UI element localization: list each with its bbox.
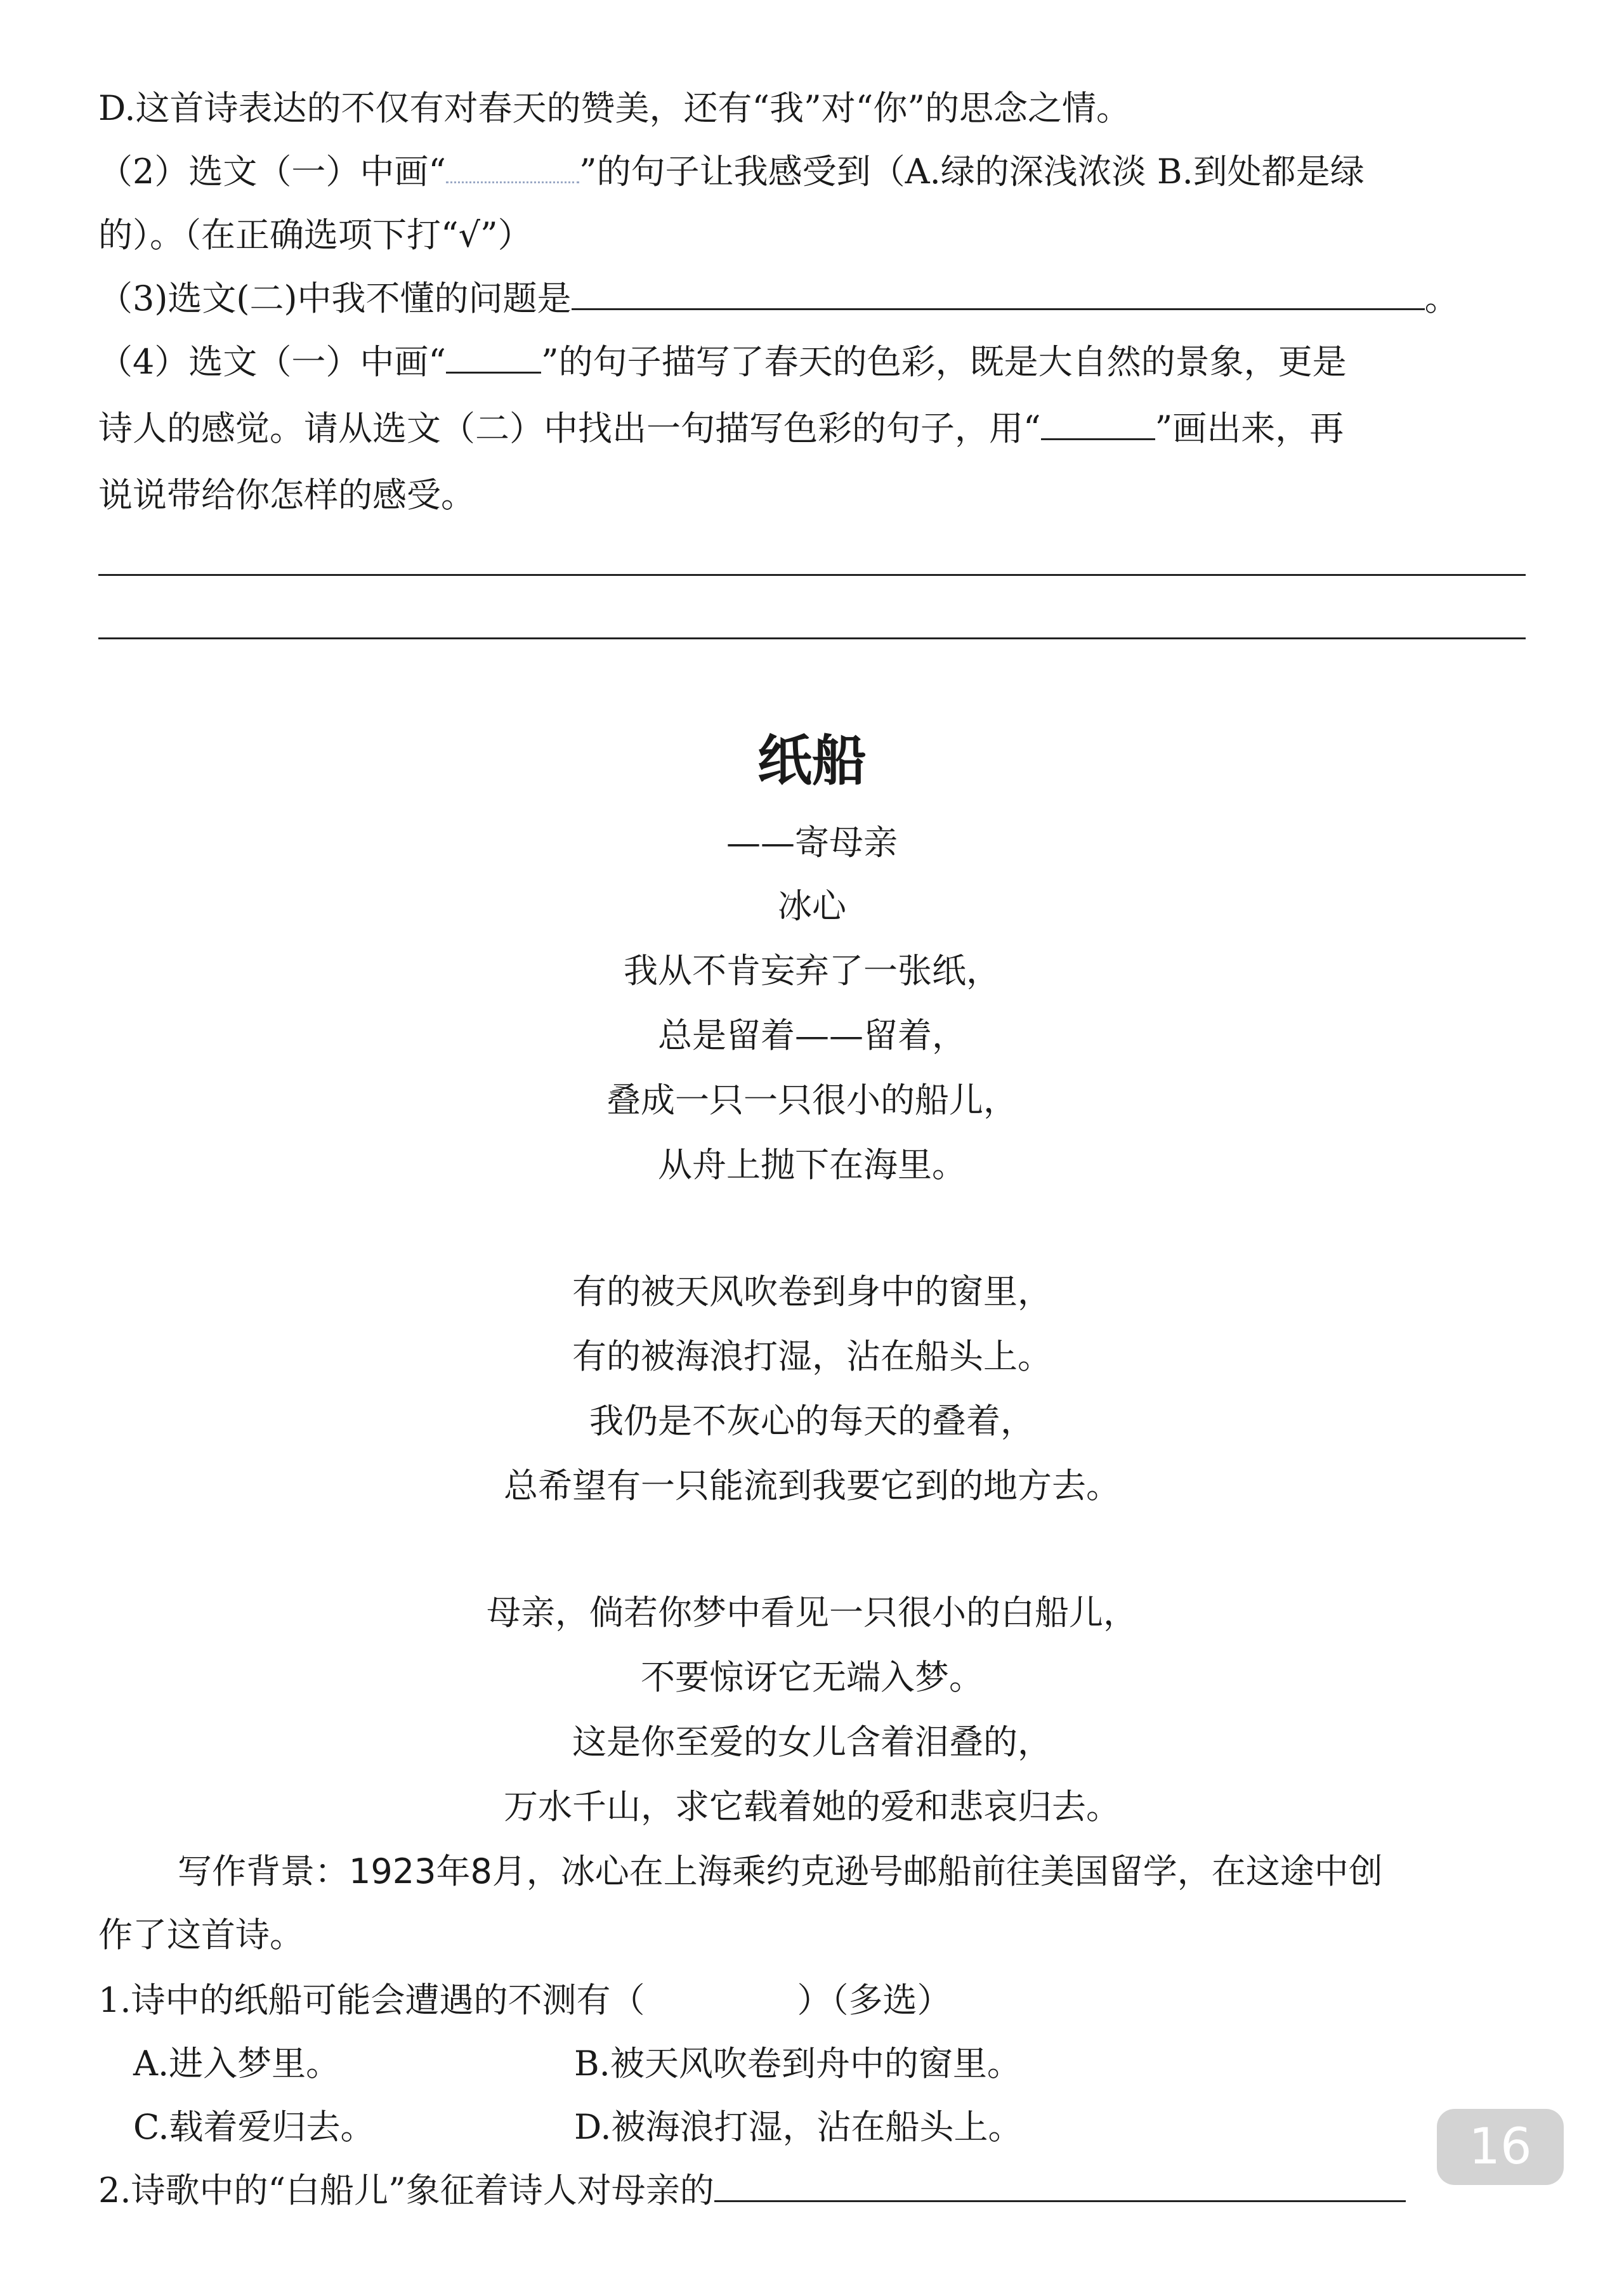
poem-line: 总希望有一只能流到我要它到的地方去。 (504, 1466, 1120, 1506)
answer-line-2[interactable] (98, 637, 1526, 639)
q3-text-a: （3)选文(二)中我不懂的问题是 (98, 278, 572, 318)
poem-line: 从舟上抛下在海里。 (658, 1145, 966, 1185)
poem-line: 我从不肯妄弃了一张纸， (624, 951, 1000, 991)
q2-answer-blank[interactable] (714, 2175, 1406, 2202)
question-4-line-1 (98, 339, 1526, 385)
q4-text-a: （4）选文（一）中画“ (98, 342, 446, 382)
poem-line: 这是你至爱的女儿含着泪叠的， (572, 1722, 1052, 1762)
question-4-line-3 (98, 473, 1526, 518)
poem-line: 叠成一只一只很小的船儿， (606, 1080, 1018, 1120)
q1-text-b: ）（多选） (797, 1980, 952, 2020)
question-4-line-2 (98, 406, 1526, 452)
wavy-underline-sample (446, 156, 579, 183)
question-1-line (98, 1978, 1526, 2023)
poem-line: 万水千山，求它载着她的爱和悲哀归去。 (504, 1787, 1120, 1827)
poem-author: 冰心 (778, 886, 846, 926)
background-label: 写作背景： (178, 1851, 349, 1891)
background-text: 月，冰心在上海乘约克逊号邮船前往美国留学，在这途中创 (492, 1851, 1383, 1891)
option-d-line (98, 86, 1526, 131)
q2-poem-text: 2.诗歌中的“白船儿”象征着诗人对母亲的 (98, 2170, 714, 2210)
q3-answer-blank[interactable] (572, 283, 1425, 310)
q2-text-a: （2）选文（一）中画“ (98, 152, 446, 192)
q2-text-b: ”的句子让我感受到（A.绿的深浅浓淡 B.到处都是绿 (579, 152, 1365, 192)
poem-title: 纸船 (757, 729, 867, 793)
q4-text-e: 说说带给你怎样的感受。 (98, 475, 475, 515)
poem-line: 有的被海浪打湿，沾在船头上。 (572, 1336, 1052, 1376)
q4-text-c: 诗人的感觉。请从选文（二）中找出一句描写色彩的句子，用“ (98, 408, 1041, 448)
question-3-line (98, 276, 1526, 322)
poem-line: 有的被天风吹卷到身中的窗里， (572, 1272, 1052, 1312)
question-2-line (98, 2168, 1526, 2214)
option-a: A.进入梦里。 (133, 2044, 341, 2084)
background-text-2: 作了这首诗。 (98, 1915, 304, 1955)
option-c: C.载着爱归去。 (133, 2107, 375, 2147)
underline-sample-1 (446, 346, 541, 374)
poem-line: 总是留着——留着， (658, 1015, 966, 1055)
background-line-2 (98, 1912, 1526, 1958)
q4-text-b: ”的句子描写了春天的色彩，既是大自然的景象，更是 (540, 342, 1347, 382)
answer-line-1[interactable] (98, 574, 1526, 576)
background-line-1 (178, 1849, 1526, 1895)
q4-text-d: ”画出来，再 (1155, 408, 1344, 448)
page-number-badge: 16 (1437, 2109, 1564, 2185)
q3-text-b: 。 (1424, 278, 1459, 318)
q1-text-a: 1.诗中的纸船可能会遭遇的不测有（ (98, 1980, 645, 2020)
q2-text-c: 的）。（在正确选项下打“√”） (98, 215, 532, 255)
option-d-text: D.这首诗表达的不仅有对春天的赞美，还有“我”对“你”的思念之情。 (98, 88, 1130, 128)
option-d: D.被海浪打湿，沾在船头上。 (574, 2107, 1023, 2147)
poem-line: 不要惊讶它无端入梦。 (641, 1657, 983, 1697)
question-2-line-2 (98, 212, 1526, 258)
background-year: 1923 (349, 1851, 436, 1891)
poem-line: 母亲，倘若你梦中看见一只很小的白船儿， (487, 1593, 1137, 1633)
underline-sample-2 (1041, 413, 1155, 440)
year-char: 年 (436, 1851, 471, 1891)
poem-subtitle: ——寄母亲 (726, 823, 898, 863)
question-2-line-1 (98, 149, 1526, 195)
background-month: 8 (470, 1851, 492, 1891)
option-b: B.被天风吹卷到舟中的窗里。 (574, 2044, 1021, 2084)
poem-line: 我仍是不灰心的每天的叠着， (589, 1401, 1035, 1441)
